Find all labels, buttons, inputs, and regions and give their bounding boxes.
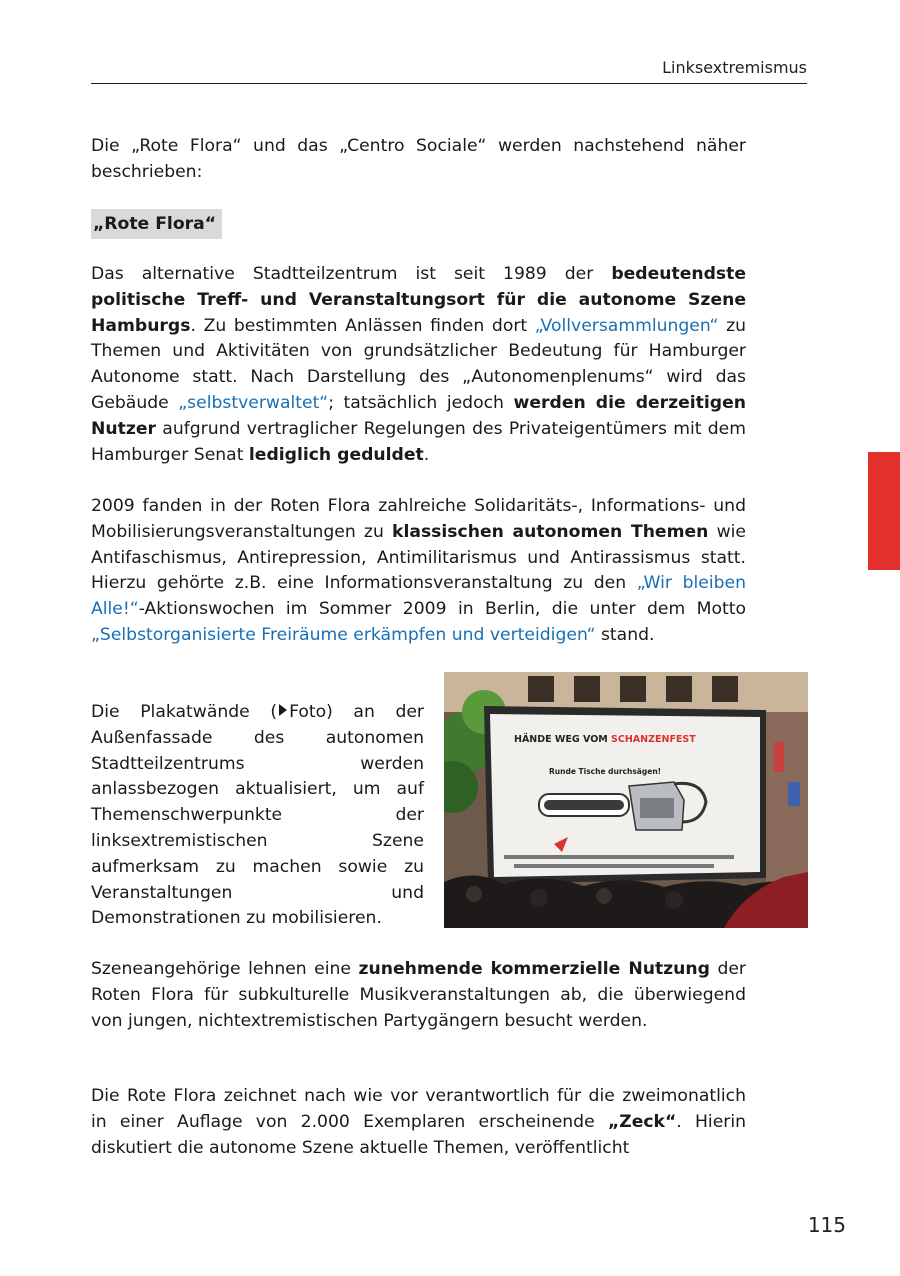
- arrow-right-icon: [279, 704, 287, 716]
- p2-text: stand.: [595, 624, 655, 645]
- p1-link-vollversammlungen[interactable]: „Vollversammlungen“: [534, 315, 719, 336]
- running-header: [91, 58, 807, 84]
- p2-link-motto[interactable]: „Selbstorganisierte Freiräume erkämpfen und verteidigen“: [91, 624, 596, 645]
- paragraph-4: [91, 957, 746, 1034]
- page-number: 115: [807, 1213, 846, 1237]
- p5-text: . Hierin diskutiert die autonome Szene aktuelle Themen, veröffentlicht: [91, 1111, 747, 1158]
- p2-text: 2009 fanden in der Roten Flora zahlreiche Solidaritäts-, Informations- und Mobilisierungsveranstaltungen zu: [91, 496, 746, 542]
- p4-text: Szeneangehörige lehnen eine: [91, 959, 359, 979]
- p2-bold: klassischen autonomen Themen: [392, 521, 709, 542]
- paragraph-2: [91, 494, 746, 649]
- p1-text: zu Themen und Aktivitäten von grundsätzlicher Bedeutung für Hamburger Autonome statt. Nach Darstellung des „Autonomenplenums“ wird das Gebäude: [91, 315, 746, 413]
- header-title: Linksextremismus: [662, 58, 807, 77]
- p5-bold-zeck: „Zeck“: [607, 1111, 677, 1132]
- p2-text: -Aktionswochen im Sommer 2009 in Berlin, die unter dem Motto: [138, 599, 746, 620]
- p1-text: ; tatsächlich jedoch: [328, 392, 514, 413]
- p1-text: .: [423, 444, 430, 465]
- p2-text: wie Antifaschismus, Antirepression, Antimilitarismus und Antirassismus statt. Hierzu gehörte z.B. eine Informationsveranstaltung zu den: [91, 521, 746, 594]
- p1-link-selbstverwaltet[interactable]: „selbstverwaltet“: [178, 392, 329, 413]
- paragraph-1: [91, 262, 746, 468]
- p4-text: der Roten Flora für subkulturelle Musikveranstaltungen ab, die überwiegend von jungen, nichtextremistischen Partygängern besucht werden.: [91, 959, 747, 1031]
- banner-headline-part: HÄNDE WEG VOM: [514, 734, 612, 745]
- banner-headline: [514, 734, 696, 745]
- p1-bold: werden die derzeitigen Nutzer: [91, 392, 746, 439]
- p1-bold: lediglich geduldet: [248, 444, 424, 465]
- p2-link-wir-bleiben-alle[interactable]: „Wir bleiben Alle!“: [91, 573, 746, 620]
- p1-bold: bedeutendste politische Treff- und Veranstaltungsort für die autonome Szene Hamburgs: [91, 264, 746, 336]
- section-heading: „Rote Flora“: [91, 209, 222, 239]
- p5-text: Die Rote Flora zeichnet nach wie vor verantwortlich für die zweimonatlich in einer Auflage von 2.000 Exemplaren erscheinende: [91, 1086, 746, 1132]
- p1-text: Das alternative Stadtteilzentrum ist seit 1989 der: [91, 264, 612, 284]
- banner-headline-highlight: SCHANZENFEST: [611, 734, 696, 745]
- poster-photo: [444, 672, 808, 928]
- p3-text: Foto) an der Außenfassade des autonomen Stadtteilzentrums werden anlassbezogen aktualisiert, um auf Themenschwerpunkte der linksextremistischen Szene aufmerksam zu machen sowie zu Veranstaltungen und Demonstrationen zu mobilisieren.: [91, 702, 424, 929]
- poster-photo-illustration: [444, 672, 808, 928]
- p1-text: . Zu bestimmten Anlässen finden dort: [190, 315, 535, 336]
- intro-paragraph: Die „Rote Flora“ und das „Centro Sociale“ werden nachstehend näher beschrieben:: [91, 136, 746, 182]
- chapter-tab-marker: [868, 452, 900, 570]
- banner-subline: Runde Tische durchsägen!: [549, 767, 662, 776]
- p1-text: aufgrund vertraglicher Regelungen des Privateigentümers mit dem Hamburger Senat: [91, 418, 746, 465]
- p3-text: Die Plakatwände (: [91, 702, 278, 722]
- paragraph-5: [91, 1084, 746, 1161]
- paragraph-3: [91, 700, 424, 932]
- p4-bold: zunehmende kommerzielle Nutzung: [358, 959, 710, 979]
